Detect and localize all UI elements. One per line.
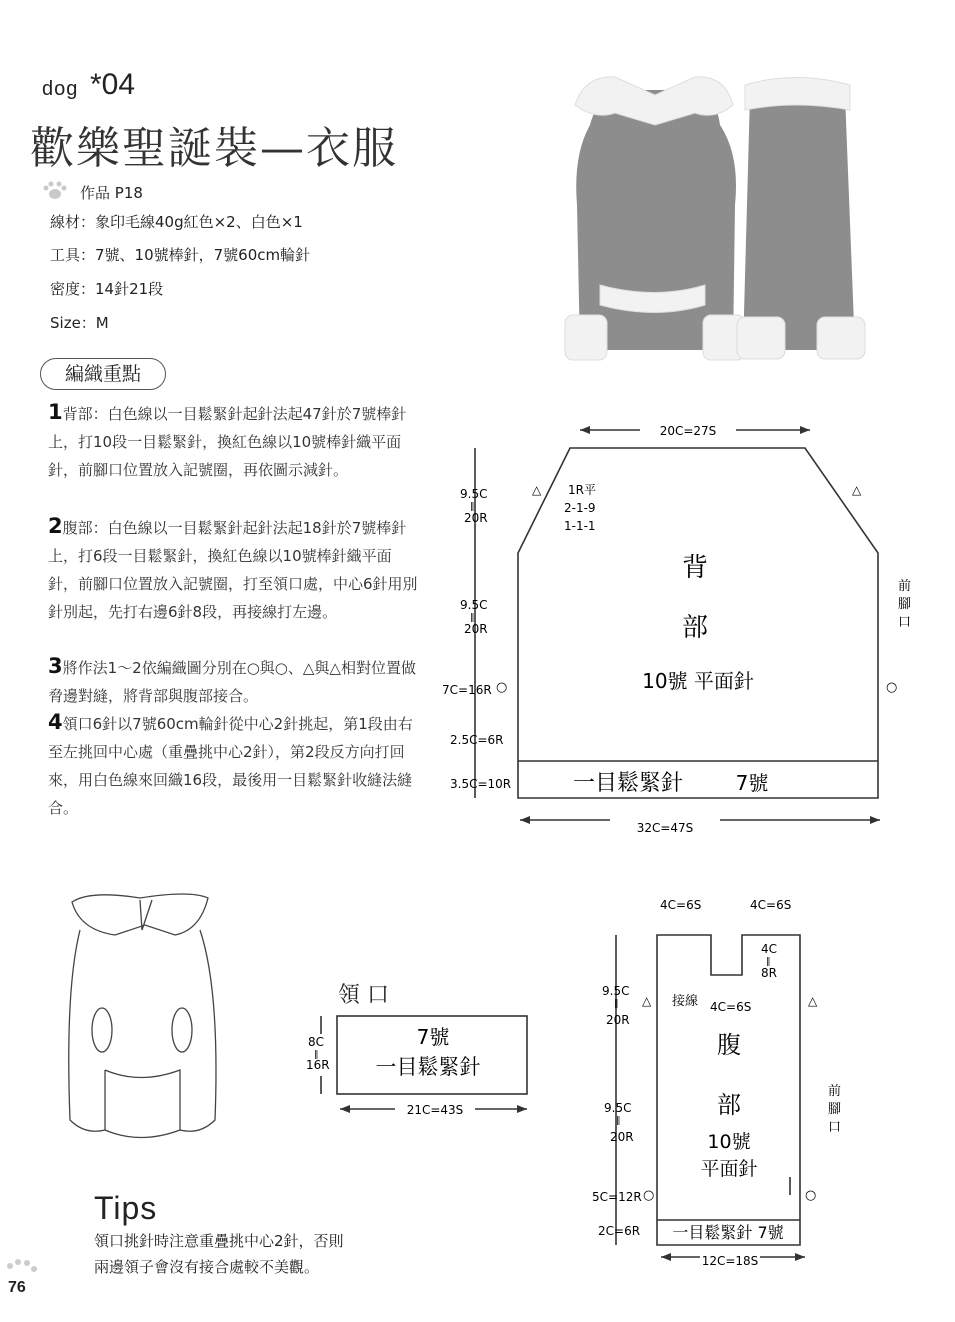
belly-needle-1: 10號 [707, 1131, 751, 1153]
knitting-points-badge: 編織重點 [40, 358, 166, 390]
belly-triangle-right: △ [808, 994, 818, 1008]
back-bottom-width: 32C=47S [636, 821, 694, 835]
collar-label: 領 口 [338, 983, 389, 1008]
collar-height-r: 16R [306, 1058, 330, 1072]
collar-diagram [300, 1010, 540, 1120]
step-number: 1 [48, 400, 63, 424]
belly-dim-c-2: 9.5C [604, 1101, 632, 1115]
back-dim-7c: 7C=16R [442, 683, 492, 697]
belly-top-right: 4C=6S [750, 898, 792, 912]
back-leg-3: 口 [898, 615, 912, 630]
collar-width: 21C=43S [406, 1103, 464, 1117]
sweater-front-photo [565, 77, 745, 360]
step-1 [48, 398, 420, 484]
spec-size: Size：M [50, 314, 109, 332]
back-triangle-right: △ [852, 483, 862, 497]
tips-line-2: 兩邊領子會沒有接合處較不美觀。 [94, 1258, 320, 1276]
step-text: 腹部：白色線以一目鬆緊針起針法起18針於7號棒針上，打6段一目鬆緊針，換紅色線以10號棒針織平面針，前腳口位置放入記號圈，打至領口處，中心6針用別針別起，先打右邊6針8段，再接線打左邊。 [48, 519, 418, 621]
back-dim-sep-1: ‖ [470, 502, 475, 512]
belly-dim-c-1: 9.5C [602, 984, 630, 998]
belly-dim-r-1: 20R [606, 1013, 630, 1027]
step-text: 領口6針以7號60cm輪針從中心2針挑起，第1段由右至左挑回中心處（重疊挑中心2針），第2段反方向打回來，用白色線來回織16段，最後用一目鬆緊針收縫法縫合。 [48, 715, 413, 817]
tips-text [94, 1228, 454, 1280]
belly-title-1: 腹 [717, 1031, 741, 1059]
belly-leg-2: 腳 [828, 1102, 842, 1117]
dog-label: dog [42, 78, 79, 100]
belly-circle-left: ○ [643, 1188, 655, 1203]
back-dim-sep-2: ‖ [470, 613, 475, 623]
back-title-2: 部 [681, 613, 709, 643]
step-3 [48, 652, 420, 710]
belly-title-2: 部 [717, 1091, 741, 1119]
back-dim-c-1: 9.5C [460, 487, 488, 501]
tips-line-1: 領口挑針時注意重疊挑中心2針，否則 [94, 1232, 344, 1250]
back-ribbing-size: 7號 [735, 771, 769, 795]
step-number: 2 [48, 514, 63, 538]
back-ribbing: 一目鬆緊針 [572, 771, 684, 796]
back-top-width: 20C=27S [659, 424, 717, 438]
belly-top-left: 4C=6S [660, 898, 702, 912]
belly-leg-3: 口 [828, 1120, 842, 1135]
belly-dim-2c: 2C=6R [598, 1224, 641, 1238]
step-2 [48, 512, 420, 626]
belly-dim-r-2: 20R [610, 1130, 634, 1144]
belly-ribbing: 一目鬆緊針 7號 [672, 1223, 784, 1242]
step-number: 4 [48, 710, 63, 734]
back-dim-25c: 2.5C=6R [450, 733, 504, 747]
page-number: 76 [8, 1279, 26, 1296]
belly-notch-r: 8R [761, 966, 777, 980]
tips-title: Tips [94, 1190, 158, 1226]
back-triangle-left: △ [532, 483, 542, 497]
belly-circle-right: ○ [805, 1188, 817, 1203]
back-dim-r-2: 20R [464, 622, 488, 636]
back-needle: 10號 平面針 [642, 669, 754, 693]
back-circle-right: ○ [886, 680, 898, 695]
collar-size: 7號 [416, 1025, 450, 1049]
sweater-line-drawing [60, 890, 240, 1160]
spec-work: 作品 P18 [80, 184, 143, 202]
dog-number: *04 [90, 68, 136, 101]
belly-dim-sep-2: ‖ [616, 1116, 621, 1126]
spec-tools: 工具：7號、10號棒針，7號60cm輪針 [50, 246, 311, 264]
back-dim-r-1: 20R [464, 511, 488, 525]
belly-diagram [580, 895, 860, 1275]
belly-join: 接線 [672, 994, 699, 1009]
belly-needle-2: 平面針 [700, 1158, 758, 1180]
back-decrease-3: 1-1-1 [564, 519, 596, 533]
collar-stitch: 一目鬆緊針 [375, 1055, 481, 1079]
belly-leg-1: 前 [828, 1084, 842, 1099]
back-diagram [440, 418, 920, 838]
back-decrease-1: 1R平 [568, 483, 596, 497]
page-title: 歡樂聖誕裝—衣服 [30, 123, 398, 174]
step-4 [48, 708, 420, 822]
back-circle-left: ○ [496, 680, 508, 695]
spec-gauge: 密度：14針21段 [50, 280, 164, 298]
belly-center: 4C=6S [710, 1000, 752, 1014]
back-dim-c-2: 9.5C [460, 598, 488, 612]
collar-height-sep: ‖ [314, 1050, 319, 1060]
collar-height-c: 8C [308, 1035, 325, 1049]
back-decrease-2: 2-1-9 [564, 501, 596, 515]
back-dim-35c: 3.5C=10R [450, 777, 512, 791]
belly-dim-sep-1: ‖ [614, 999, 619, 1009]
sweater-photos [555, 65, 895, 375]
paw-icon [40, 180, 70, 200]
belly-notch-sep: ‖ [766, 957, 771, 967]
back-title-1: 背 [681, 553, 709, 583]
belly-dim-5c: 5C=12R [592, 1190, 642, 1204]
belly-triangle-left: △ [642, 994, 652, 1008]
back-leg-2: 腳 [898, 597, 912, 612]
belly-bottom-width: 12C=18S [701, 1254, 759, 1268]
back-leg-1: 前 [898, 579, 912, 594]
sweater-back-photo [737, 78, 865, 360]
step-text: 背部：白色線以一目鬆緊針起針法起47針於7號棒針上，打10段一目鬆緊針，換紅色線以10號棒針織平面針，前腳口位置放入記號圈，再依圖示減針。 [48, 405, 407, 479]
spec-yarn: 線材：象印毛線40g紅色×2、白色×1 [50, 213, 303, 231]
step-text: 將作法1～2依編織圖分別在○與○、△與△相對位置做脅邊對縫，將背部與腹部接合。 [48, 659, 416, 705]
belly-notch-c: 4C [761, 942, 778, 956]
step-number: 3 [48, 654, 63, 678]
